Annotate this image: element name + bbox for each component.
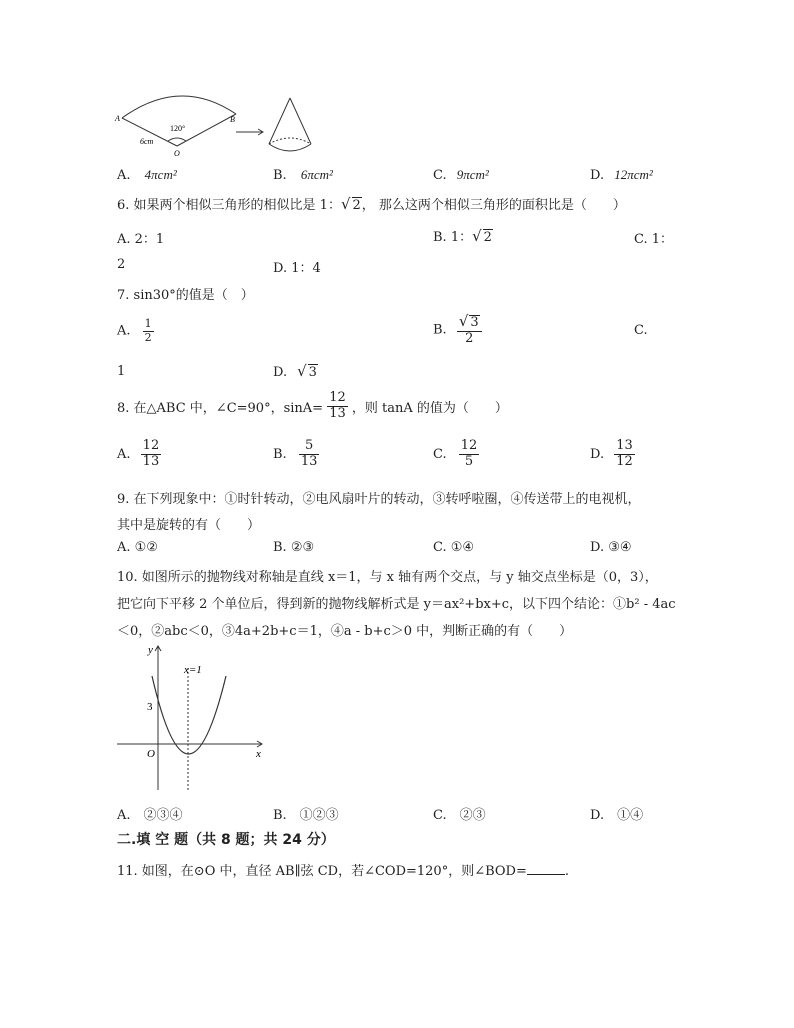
q7-stem: 7. sin30°的值是（ ） xyxy=(117,288,254,303)
q11-stem: 11. 如图，在⊙O 中，直径 AB∥弦 CD，若∠COD=120°，则∠BOD= . xyxy=(117,864,569,879)
q10-option-a: A. ②③④ xyxy=(117,808,183,823)
cone-base-back xyxy=(269,138,311,144)
cone-right-edge xyxy=(290,98,311,144)
x-label: x xyxy=(256,748,261,760)
q10-line3: ＜0，②abc＜0，③4a+2b+c＝1，④a - b+c＞0 中，判断正确的有（ ） xyxy=(117,624,573,639)
section-title: 二.填 空 题（共 8 题；共 24 分） xyxy=(117,832,335,848)
y-label: y xyxy=(148,644,153,656)
q5-option-c: C. 9πcm² xyxy=(433,167,489,183)
label-angle: 120° xyxy=(170,124,186,133)
sector-cone-figure xyxy=(112,88,312,160)
q7-option-a: A. $\frac{1}{2}$ xyxy=(117,317,152,344)
angle-mark xyxy=(168,138,186,141)
q5-option-a: A. 4πcm² xyxy=(117,167,177,183)
q9-option-a: A. ①② xyxy=(117,540,158,555)
symmetry-label: x=1 xyxy=(184,664,202,676)
q6-option-a: A. 2：1 xyxy=(117,232,165,247)
q9-option-c: C. ①④ xyxy=(433,540,475,555)
q10-option-b: B. ①②③ xyxy=(273,808,339,823)
label-o: O xyxy=(174,149,180,158)
q6-stem: 6. 如果两个相似三角形的相似比是 1：√ 2， 那么这两个相似三角形的面积比是（ ） xyxy=(117,195,626,213)
answer-blank xyxy=(527,874,565,875)
cone-left-edge xyxy=(269,98,290,144)
q5-option-b: B. 6πcm² xyxy=(273,167,333,183)
label-a: A xyxy=(115,114,120,123)
q10-line2: 把它向下平移 2 个单位后，得到新的抛物线解析式是 y＝ax²+bx+c，以下四个结论：①b² - 4ac xyxy=(117,597,676,612)
parabola-curve xyxy=(152,676,226,754)
sector-arc xyxy=(122,96,236,118)
q7-option-d: D. √ 3 xyxy=(273,362,317,380)
q6-option-d: D. 1：4 xyxy=(273,261,321,276)
q9-line2: 其中是旋转的有（ ） xyxy=(117,518,261,533)
q6-option-c: C. 1： xyxy=(634,232,674,247)
q10-line1: 10. 如图所示的抛物线对称轴是直线 x＝1，与 x 轴有两个交点，与 y 轴交点坐标是（0，3）， xyxy=(117,570,658,585)
q7-option-b: B. $\frac{√ 3}{2}$ xyxy=(433,313,482,347)
cone-base-front xyxy=(269,144,311,151)
q9-option-b: B. ②③ xyxy=(273,540,315,555)
q9-option-d: D. ③④ xyxy=(590,540,632,555)
q9-line1: 9. 在下列现象中：①时针转动，②电风扇叶片的转动，③转呼啦圈，④传送带上的电视机， xyxy=(117,492,641,507)
q8-stem: 8. 在△ABC 中，∠C=90°，sinA= $\frac{12}{13}$ ，则 tanA 的值为（ ） xyxy=(117,390,508,421)
q6-option-c-cont: 2 xyxy=(117,257,126,272)
q10-option-c: C. ②③ xyxy=(433,808,486,823)
q5-option-d: D. 12πcm² xyxy=(590,167,653,183)
q7-option-c: C. xyxy=(634,323,648,338)
q8-option-b: B. $\frac{5}{13}$ xyxy=(273,438,318,469)
q10-option-d: D. ①④ xyxy=(590,808,644,823)
q8-option-d: D. $\frac{13}{12}$ xyxy=(590,438,633,469)
label-b: B xyxy=(230,115,235,124)
q6-option-b: B. 1：√ 2 xyxy=(433,227,492,245)
q8-option-a: A. $\frac{12}{13}$ xyxy=(117,438,160,469)
q8-option-c: C. $\frac{12}{5}$ xyxy=(433,438,478,469)
parabola-graph xyxy=(112,640,272,798)
intercept-label: 3 xyxy=(147,701,153,713)
q7-option-c-cont: 1 xyxy=(117,364,126,379)
origin-label: O xyxy=(147,748,155,760)
label-radius: 6cm xyxy=(140,137,154,146)
